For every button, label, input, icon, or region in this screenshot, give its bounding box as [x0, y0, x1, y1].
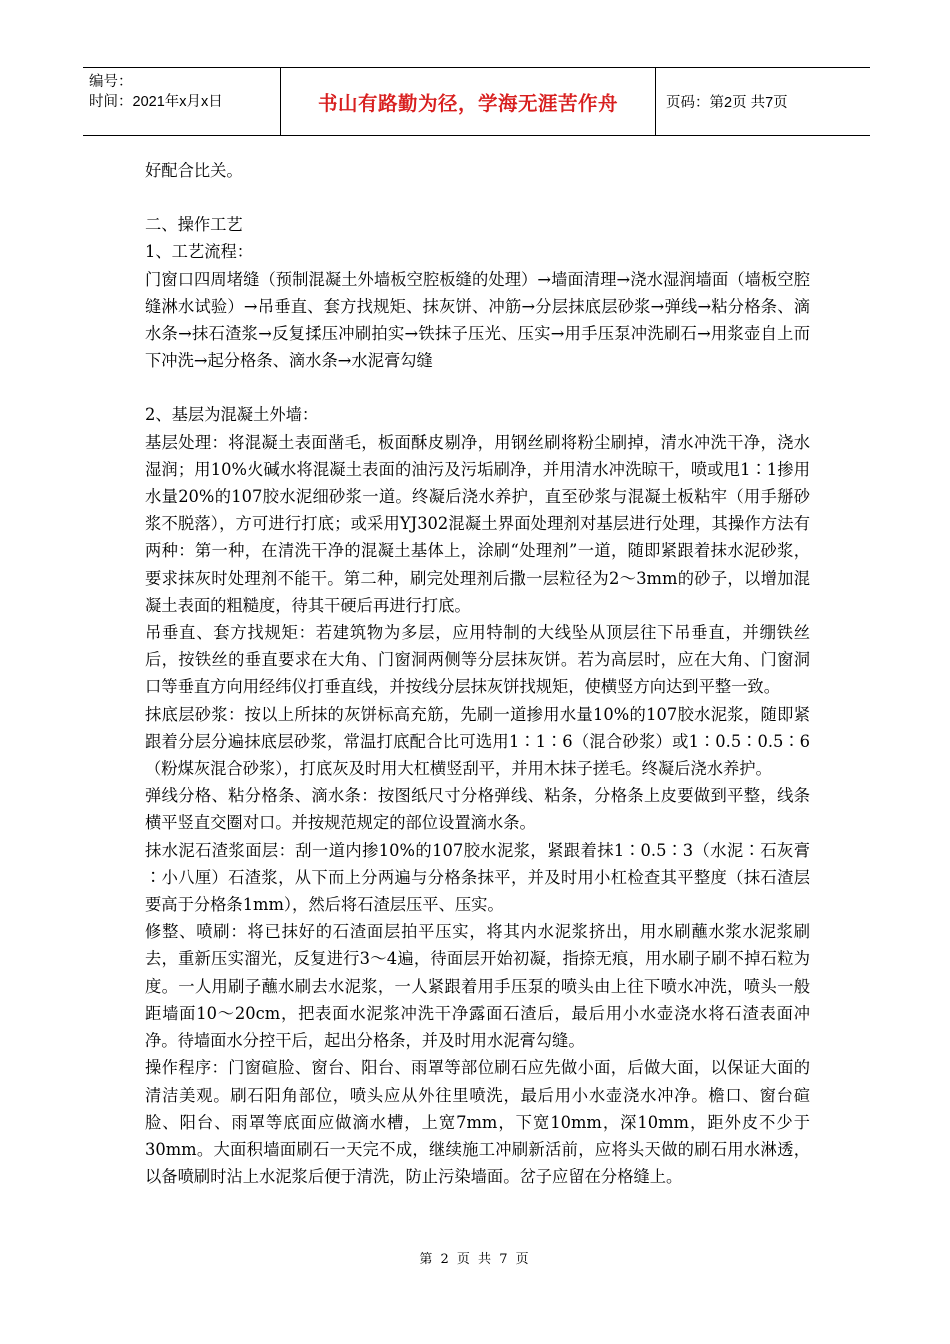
section-heading: 二、操作工艺: [145, 215, 243, 235]
paragraph-trimming-spraying: 修整、喷刷：将已抹好的石渣面层拍平压实，将其内水泥浆挤出，用水刷蘸水浆水泥浆刷去，重新压实溜光，反复进行3～4遍，待面层开始初凝，指捺无痕，用水刷子刷不掉石粒为度。一人用刷子蘸水刷去水泥浆，一人紧跟着用手压泵的喷头由上往下喷水冲洗，喷头一般距墙面10～20cm，把表面水泥浆冲洗干净露面石渣后，最后用小水壶浇水将石渣表面冲净。待墙面水分控干后，起出分格条，并及时用水泥膏勾缝。: [145, 922, 810, 1051]
paragraph-dividing-strips: 弹线分格、粘分格条、滴水条：按图纸尺寸分格弹线、粘条，分格条上皮要做到平整，线条横平竖直交圈对口。并按规范规定的部位设置滴水条。: [145, 786, 810, 833]
header-motto: 书山有路勤为径，学海无涯苦作舟: [281, 68, 656, 135]
paragraph-process-flow: 门窗口四周堵缝（预制混凝土外墙板空腔板缝的处理）→墙面清理→浇水湿润墙面（墙板空腔缝淋水试验）→吊垂直、套方找规矩、抹灰饼、冲筋→分层抹底层砂浆→弹线→粘分格条、滴水条→抹石渣浆→反复揉压冲刷拍实→铁抹子压光、压实→用手压泵冲洗刷石→用浆壶自上而下冲洗→起分格条、滴水条→水泥膏勾缝: [145, 269, 810, 371]
paragraph-base-mortar: 抹底层砂浆：按以上所抹的灰饼标高充筋，先刷一道掺用水量10%的107胶水泥浆，随即紧跟着分层分遍抹底层砂浆，常温打底配合比可选用1∶1∶6（混合砂浆）或1∶0.5∶0.5∶6（粉煤灰混合砂浆），打底灰及时用大杠横竖刮平，并用木抹子搓毛。终凝后浇水养护。: [145, 704, 810, 779]
document-body: [145, 157, 810, 1190]
header-page-number: 页码：第2页 共7页: [666, 95, 788, 111]
paragraph-operation-order: 操作程序：门窗碹脸、窗台、阳台、雨罩等部位刷石应先做小面，后做大面，以保证大面的清洁美观。刷石阳角部位，喷头应从外往里喷洗，最后用小水壶浇水冲净。檐口、窗台碹脸、阳台、雨罩等底面应做滴水槽，上宽7mm，下宽10mm，深10mm，距外皮不少于30mm。大面积墙面刷石一天完不成，继续施工冲刷新活前，应将头天做的刷石用水淋透，以备喷刷时沾上水泥浆后便于清洗，防止污染墙面。岔子应留在分格缝上。: [145, 1058, 810, 1187]
header-meta: [83, 68, 281, 135]
document-number-label: 编号：: [89, 74, 133, 90]
paragraph-stone-slurry: 抹水泥石渣浆面层：刮一道内掺10%的107胶水泥浆，紧跟着抹1∶0.5∶3（水泥∶石灰膏∶小八厘）石渣浆，从下而上分两遍与分格条抹平，并及时用小杠检查其平整度（抹石渣层要高于分格条1mm），然后将石渣层压平、压实。: [145, 840, 810, 915]
page-header: [83, 67, 870, 136]
paragraph-intro: 好配合比关。: [145, 161, 243, 180]
subsection-heading-flow: 1、工艺流程：: [145, 242, 254, 262]
subsection-heading-base: 2、基层为混凝土外墙：: [145, 405, 319, 425]
paragraph-base-treatment: 基层处理：将混凝土表面凿毛，板面酥皮剔净，用钢丝刷将粉尘刷掉，清水冲洗干净，浇水湿润；用10%火碱水将混凝土表面的油污及污垢刷净，并用清水冲洗晾干，喷或甩1∶1掺用水量20%的107胶水泥细砂浆一道。终凝后浇水养护，直至砂浆与混凝土板粘牢（用手掰砂浆不脱落），方可进行打底；或采用YJ302混凝土界面处理剂对基层进行处理，其操作方法有两种：第一种，在清洗干净的混凝土基体上，涂刷“处理剂”一道，随即紧跟着抹水泥砂浆，要求抹灰时处理剂不能干。第二种，刷完处理剂后撒一层粒径为2～3mm的砂子，以增加混凝土表面的粗糙度，待其干硬后再进行打底。: [145, 432, 810, 615]
page-footer: 第 2 页 共 7 页: [419, 1252, 531, 1267]
paragraph-plumb-leveling: 吊垂直、套方找规矩：若建筑物为多层，应用特制的大线坠从顶层往下吊垂直，并绷铁丝后，按铁丝的垂直要求在大角、门窗洞两侧等分层抹灰饼。若为高层时，应在大角、门窗洞口等垂直方向用经纬仪打垂直线，并按线分层抹灰饼找规矩，使横竖方向达到平整一致。: [145, 623, 810, 697]
document-date: 时间：2021年x月x日: [89, 94, 223, 110]
